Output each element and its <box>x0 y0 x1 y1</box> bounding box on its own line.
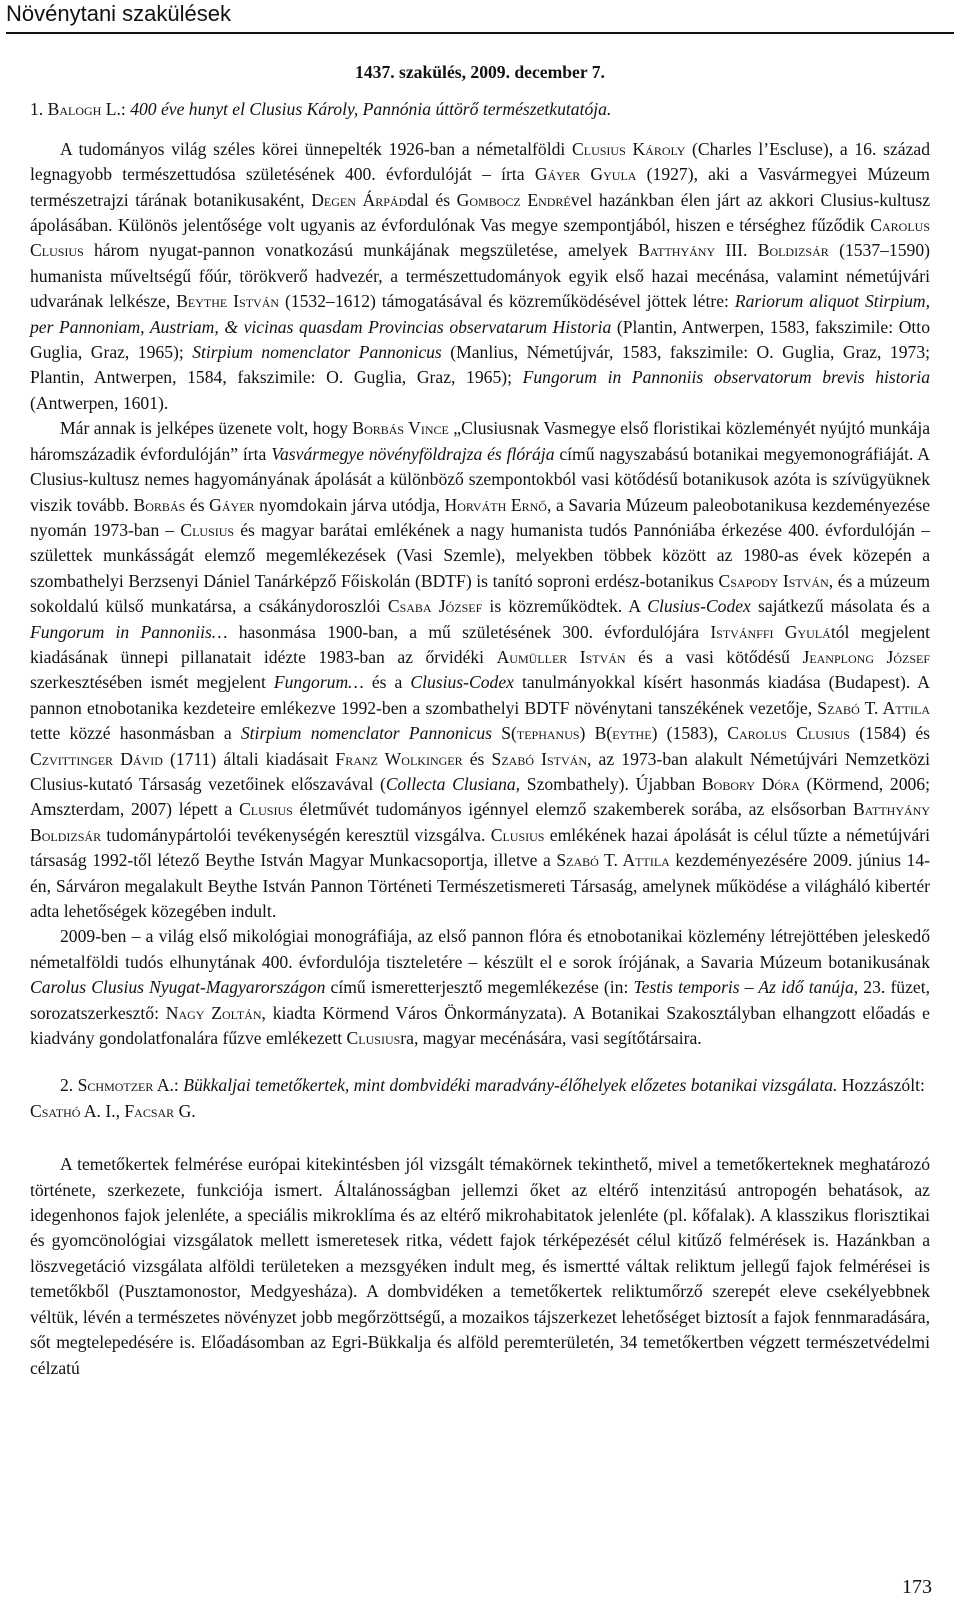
paragraph-2: Már annak is jelképes üzenete volt, hogy Borbás Vince „Clusiusnak Vasmegye első floristikai közleményét nyújtó munkája háromszázadik évfordulóján” írta Vasvármegye növényföldrajza és flórája című nagyszabású botanikai megyemonográfiáját. A Clusius-kultusz nemes hagyományának ápolását a különböző szempontokból vasi kötődésű botanikusok azóta is szívügyüknek viszik tovább. Borbás és Gáyer nyomdokain járva utódja, Horváth Ernő, a Savaria Múzeum paleobotanikusa kezdeményezése nyomán 1973-ban – Clusius és magyar barátai emlékének a nagy humanista tudós Pannóniába érkezése 400. évfordulóján – születtek munkásságát elemző megemlékezések (Vasi Szemle), melyekben többek között az 1980-as évek közepén a szombathelyi Berzsenyi Dániel Tanárképző Főiskolán (BDTF) is tanító soproni erdész-botanikus Csapody István, és a múzeum sokoldalú külső munkatársa, a csákánydoroszlói Csaba József is közreműködtek. A Clusius-Codex sajátkezű másolata és a Fungorum in Pannoniis… hasonmása 1900-ban, a mű születésének 300. évfordulójára Istvánffi Gyulától megjelent kiadásának ünnepi pillanatait idézte 1983-ban az őrvidéki Aumüller István és a vasi kötődésű Jeanplong József szerkesztésében ismét megjelent Fungorum… és a Clusius-Codex tanulmányokkal kísért hasonmás kiadása (Budapest). A pannon etnobotanika kezdeteire emlékezve 1992-ben a szombathelyi BDTF növénytani tanszékének vezetője, Szabó T. Attila tette közzé hasonmásban a Stirpium nomenclator Pannonicus S(tephanus) B(eythe) (1583), Carolus Clusius (1584) és Czvittinger Dávid (1711) általi kiadásait Franz Wolkinger és Szabó István, az 1973-ban alakult Németújvári Nemzetközi Clusius-kutató Társaság vezetőinek előszavával (Collecta Clusiana, Szombathely). Újabban Bobory Dóra (Körmend, 2006; Amszterdam, 2007) lépett a Clusius életművét tudományos igénnyel elemző szakemberek sorába, az elsősorban Batthyány Boldizsár tudománypártolói tevékenységén keresztül vizsgálva. Clusius emlékének hazai ápolását is célul tűzte a németújvári társaság 1992-től létező Beythe István Magyar Munkacsoportja, illetve a Szabó T. Attila kezdeményezésére 2009. június 14-én, Sárváron megalakult Beythe István Pannon Történeti Természetismereti Társaság, amelynek működése a világháló kibertér adta lehetőségek közegében indult. <box>30 418 931 921</box>
talk-2-comment-label: Hozzászólt: <box>841 1075 925 1096</box>
talk-2-number: 2. <box>60 1075 74 1096</box>
talk-1-author: Balogh L.: <box>47 99 126 120</box>
talk-2-title: Bükkaljai temetőkertek, mint dombvidéki maradvány-élőhelyek előzetes botanikai vizsgálata. <box>183 1075 838 1096</box>
paragraph-4: A temetőkertek felmérése európai kitekintésben jól vizsgált témakörnek tekinthető, mivel a temetőkerteknek meghatározó története, szerkezete, funkciója ismert. Általánosságban jellemzi őket az eltérő intenzitású antropogén behatások, az idegenhonos fajok jelenléte, a speciális mikroklíma és az eltérő mikrohabitatok jelenléte (pl. kőfalak). A klasszikus florisztikai és gyomcönológiai vizsgálatok mellett ismeretesek ritka, védett fajok térképezését célul kitűző felmérések is. Hazánkban a löszvegetáció vizsgálata alföldi területeken a mezsgyéken indult meg, és ismertté váltak reliktum jellegű fajok felmérései is temetőkből (Pusztamonostor, Medgyesháza). A dombvidéken a temetőkertek reliktumőrző szerepét eleve csekélyebbnek véltük, lévén a természetes növényzet jobb megőrzöttségű, a mozaikos tájszerkezet lehetőséget biztosít a fajok fennmaradására, sőt megtelepedésére is. Előadásomban az Egri-Bükkalja és alföld peremterületén, 34 temetőkertben végzett természetvédelmi célzatú <box>30 1154 930 1378</box>
talk-2-author: Schmotzer A.: <box>77 1075 179 1096</box>
talk-1-heading <box>30 97 930 122</box>
talk-1-title: 400 éve hunyt el Clusius Károly, Pannónia úttörő természetkutatója. <box>130 99 612 120</box>
meeting-heading: 1437. szakülés, 2009. december 7. <box>355 62 605 82</box>
paragraph-1: A tudományos világ széles körei ünnepelték 1926-ban a németalföldi Clusius Károly (Charles l’Escluse), a 16. század legnagyobb természettudósa születésének 400. évfordulóját – írta Gáyer Gyula (1927), aki a Vasvármegyei Múzeum természetrajzi tárának botanikusaként, Degen Árpáddal és Gombocz Endrével hazánkban élen járt az akkori Clusius-kultusz ápolásában. Különös jelentősége volt ugyanis az évfordulónak Vas megye szempontjából, hiszen e térséghez fűződik Carolus Clusius három nyugat-pannon vonatkozású munkájának megszületése, amelyek Batthyány III. Boldizsár (1537–1590) humanista műveltségű főúr, törökverő hadvezér, a természettudományok egyik első hazai mecénása, valamint németújvári udvarának lelkésze, Beythe István (1532–1612) támogatásával és közreműködésével jöttek létre: Rariorum aliquot Stirpium, per Pannoniam, Austriam, & vicinas quasdam Provincias observatarum Historia (Plantin, Antwerpen, 1583, fakszimile: Otto Guglia, Graz, 1965); Stirpium nomenclator Pannonicus (Manlius, Németújvár, 1583, fakszimile: O. Guglia, Graz, 1973; Plantin, Antwerpen, 1584, fakszimile: O. Guglia, Graz, 1965); Fungorum in Pannoniis observatorum brevis historia (Antwerpen, 1601). <box>30 138 931 413</box>
page-body <box>30 60 930 1381</box>
paragraph-3: 2009-ben – a világ első mikológiai monográfiája, az első pannon flóra és etnobotanikai közlemény létrejöttében jeleskedő németalföldi tudós elhunytának 400. évfordulója tiszteletére – készült el e sorok írójának, a Savaria Múzeum botanikusának Carolus Clusius Nyugat-Magyarországon című ismeretterjesztő megemlékezése (in: Testis temporis – Az idő tanúja, 23. füzet, sorozatszerkesztő: Nagy Zoltán, kiadta Körmend Város Önkormányzata). A Botanikai Szakosztályban elhangzott előadás e kiadvány gondolatfonalára fűzve emlékezett Clusiusra, magyar mecénására, vasi segítőtársaira. <box>30 926 930 1049</box>
talk-2-commenters: Csathó A. I., Facsar G. <box>30 1100 196 1121</box>
running-head: Növénytani szakülések <box>6 0 954 34</box>
talk-2-heading <box>30 1073 930 1124</box>
talk-1-number: 1. <box>30 99 44 120</box>
page-number: 173 <box>902 1576 932 1598</box>
